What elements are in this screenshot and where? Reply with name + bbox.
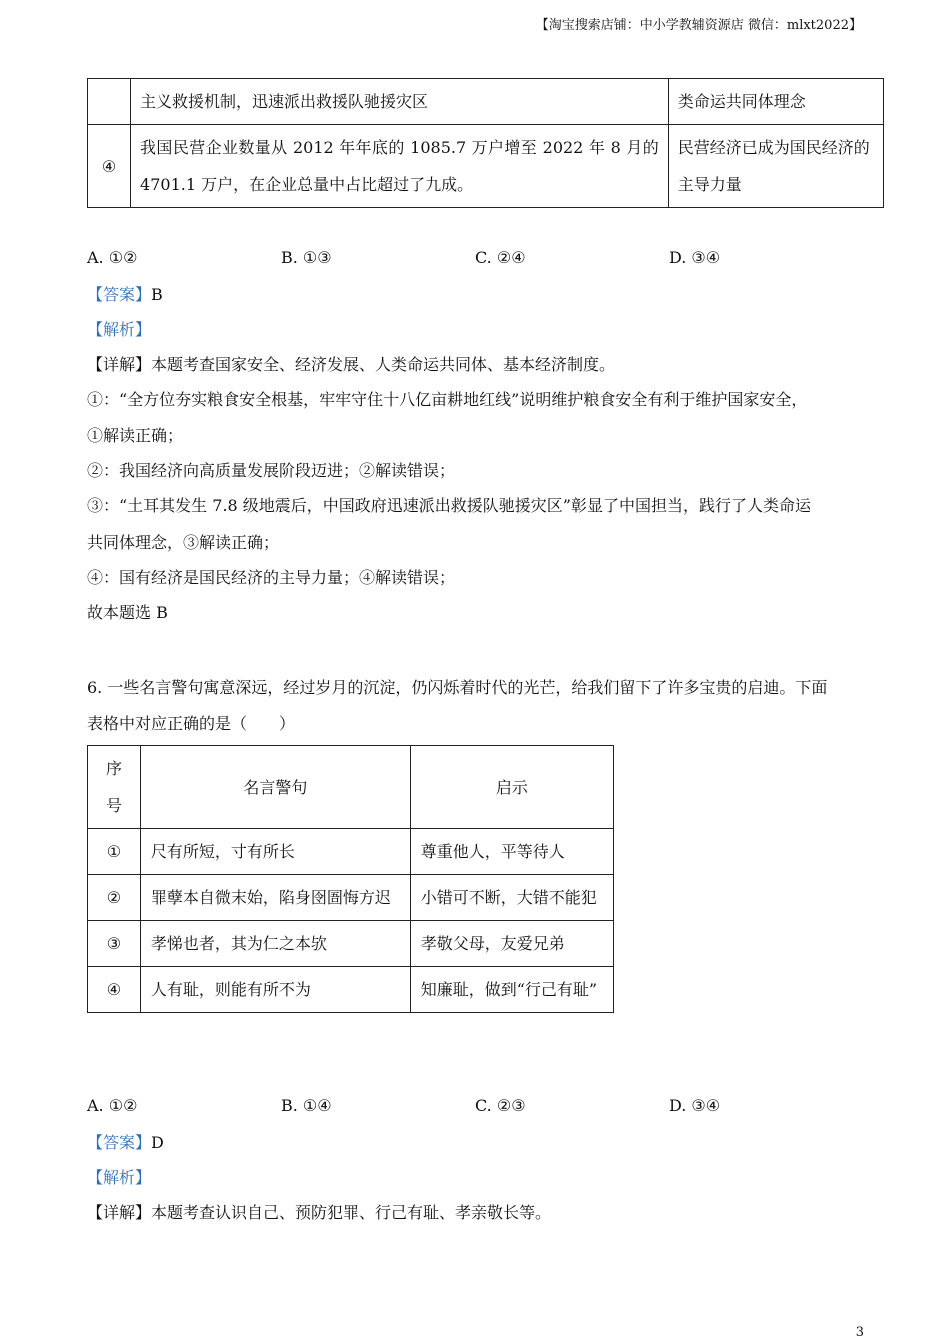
detail-line: ①：“全方位夯实粮食安全根基，牢牢守住十八亿亩耕地红线”说明维护粮食安全有利于维护国家安全， [87,390,808,409]
q5-answer [87,283,163,307]
q6-options [87,1096,867,1120]
q6-answer [87,1131,164,1155]
option-a[interactable]: A. ①② [87,1096,138,1115]
answer-tag: 【答案】 [87,1133,152,1152]
q6-stem: 6. 一些名言警句寓意深远，经过岁月的沉淀，仍闪烁着时代的光芒，给我们留下了许多宝贵的启迪。下面 [87,678,828,697]
row-number: ② [88,875,141,921]
table-row [88,125,884,208]
detail-tag: 【详解】 [87,355,152,374]
header-note: 【淘宝搜索店铺：中小学教辅资源店 微信：mlxt2022】 [535,18,862,33]
table-row [88,829,614,875]
row-interpretation: 民营经济已成为国民经济的主导力量 [668,125,883,208]
row-quote: 罪孽本自微末始，陷身囹圄悔方迟 [140,875,410,921]
q6-detail [87,1201,551,1225]
row-insight: 尊重他人，平等待人 [410,829,613,875]
row-interpretation: 类命运共同体理念 [668,79,883,125]
option-d[interactable]: D. ③④ [669,248,721,267]
option-d[interactable]: D. ③④ [669,1096,721,1115]
detail-text: 本题考查认识自己、预防犯罪、行己有耻、孝亲敬长等。 [151,1203,552,1222]
row-content: 我国民营企业数量从 2012 年年底的 1085.7 万户增至 2022 年 8 月的 4701.1 万户，在企业总量中占比超过了九成。 [131,125,669,208]
option-c[interactable]: C. ②③ [475,1096,526,1115]
detail-tag: 【详解】 [87,1203,152,1222]
row-insight: 孝敬父母，友爱兄弟 [410,921,613,967]
option-b[interactable]: B. ①④ [281,1096,332,1115]
table-row [88,79,884,125]
row-quote: 尺有所短，寸有所长 [140,829,410,875]
option-c[interactable]: C. ②④ [475,248,526,267]
row-number: ④ [88,125,131,208]
row-number [88,79,131,125]
q6-stem-cont: 表格中对应正确的是（ ） [87,714,296,733]
row-number: ③ [88,921,141,967]
page-number: 3 [855,1325,864,1340]
detail-line: 故本题选 B [87,603,168,622]
answer-value: D [151,1133,164,1152]
q5-analysis-tag: 【解析】 [87,320,152,339]
answer-tag: 【答案】 [87,285,152,304]
detail-line: ③：“土耳其发生 7.8 级地震后，中国政府迅速派出救援队驰援灾区”彰显了中国担当，践行了人类命运 [87,496,811,515]
detail-line: 共同体理念，③解读正确； [87,533,280,552]
row-quote: 人有耻，则能有所不为 [140,967,410,1013]
answer-value: B [151,285,163,304]
detail-line: ①解读正确； [87,426,184,445]
q6-quotes-table [87,745,614,1013]
detail-line: ②：我国经济向高质量发展阶段迈进；②解读错误； [87,461,456,480]
q5-options-table-continued [87,78,884,208]
row-insight: 小错可不断，大错不能犯 [410,875,613,921]
q6-analysis-tag: 【解析】 [87,1168,152,1187]
table-header-row [88,746,614,829]
col-header-number: 序号 [88,746,141,829]
option-a[interactable]: A. ①② [87,248,138,267]
option-b[interactable]: B. ①③ [281,248,332,267]
row-quote: 孝悌也者，其为仁之本欤 [140,921,410,967]
row-insight: 知廉耻，做到“行己有耻” [410,967,613,1013]
row-number: ① [88,829,141,875]
detail-line: ④：国有经济是国民经济的主导力量；④解读错误； [87,568,456,587]
col-header-quote: 名言警句 [140,746,410,829]
row-number: ④ [88,967,141,1013]
detail-line: 本题考查国家安全、经济发展、人类命运共同体、基本经济制度。 [151,355,616,374]
q5-detail [87,353,615,377]
table-row [88,875,614,921]
table-row [88,921,614,967]
col-header-insight: 启示 [410,746,613,829]
q5-options [87,248,867,272]
table-row [88,967,614,1013]
row-content: 主义救援机制，迅速派出救援队驰援灾区 [131,79,669,125]
